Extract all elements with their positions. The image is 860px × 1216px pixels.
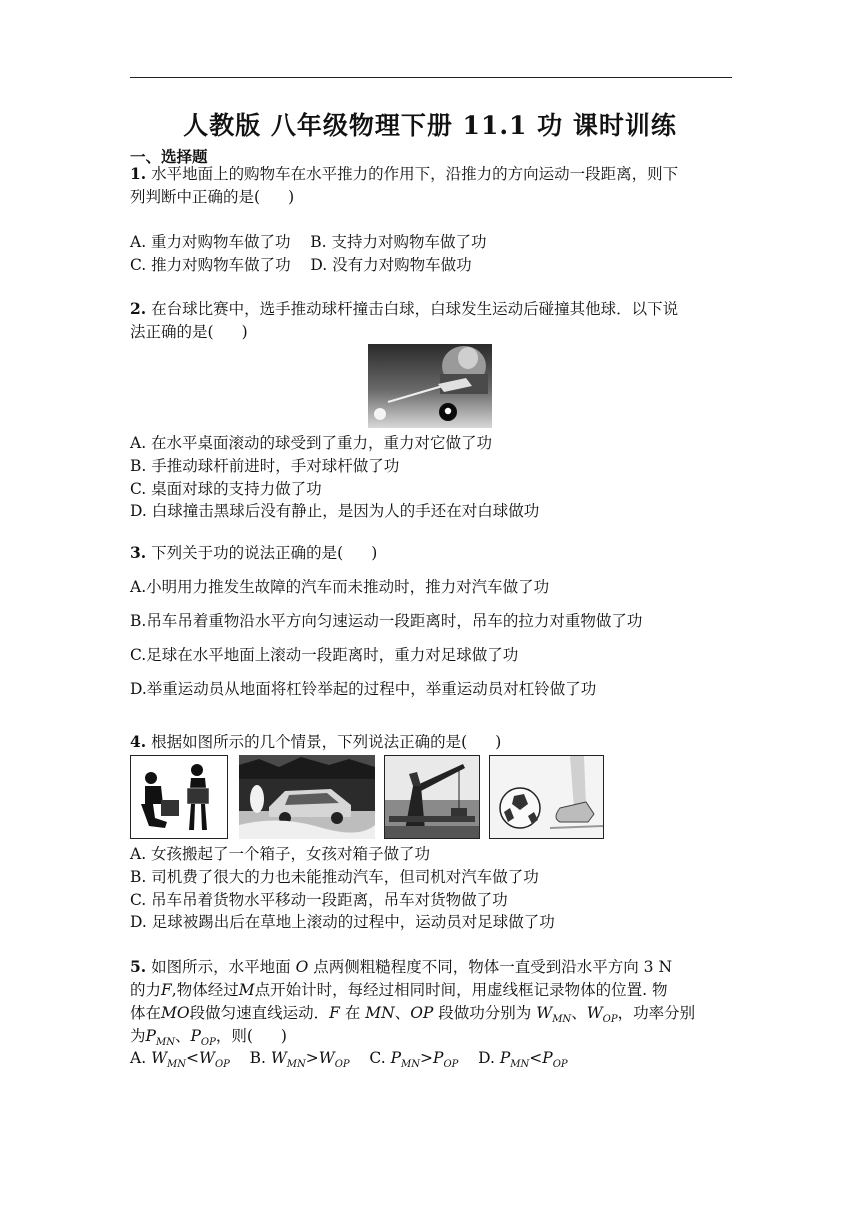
q4-number: 4. <box>130 732 147 751</box>
q3-option-a[interactable]: A.小明用力推发生故障的汽车而未推动时，推力对汽车做了功 <box>130 578 550 596</box>
q5-var-w: W <box>536 1004 553 1022</box>
q5-var-mo: MO <box>161 1004 190 1022</box>
q5-number: 5. <box>130 957 147 976</box>
q5-text: ，则( <box>215 1027 253 1045</box>
q5-stem-line2 <box>130 979 734 1001</box>
q3-option-d[interactable]: D.举重运动员从地面将杠铃举起的过程中，举重运动员对杠铃做了功 <box>130 680 597 698</box>
q5-var-p: P <box>190 1027 201 1045</box>
crane-photo <box>384 755 480 839</box>
q4-option-a[interactable]: A. 女孩搬起了一个箱子，女孩对箱子做了功 <box>130 845 431 863</box>
q5-var-f: F <box>161 981 172 999</box>
q2-option-a-line <box>130 432 734 454</box>
q2-option-c[interactable]: C. 桌面对球的支持力做了功 <box>130 480 322 498</box>
kicking-ball-photo <box>489 755 604 839</box>
q5-text: 段做功分别为 <box>438 1004 532 1022</box>
q5-text: 、 <box>174 1027 191 1045</box>
q1-option-d[interactable]: D. 没有力对购物车做功 <box>310 256 472 274</box>
q1-close-paren: ) <box>288 188 295 206</box>
billiards-photo <box>368 344 492 428</box>
q3-stem-line1 <box>130 542 734 564</box>
q1-option-c[interactable]: C. 推力对购物车做了功 <box>130 256 291 274</box>
q1-options-row1 <box>130 231 734 253</box>
q4-option-c[interactable]: C. 吊车吊着货物水平移动一段距离，吊车对货物做了功 <box>130 891 508 909</box>
q3-option-b[interactable]: B.吊车吊着重物沿水平方向匀速运动一段距离时，吊车的拉力对重物做了功 <box>130 612 643 630</box>
q1-option-a[interactable]: A. 重力对购物车做了功 <box>130 233 291 251</box>
q5-text: 点开始计时，每经过相同时间，用虚线框记录物体的位置. 物 <box>254 981 668 999</box>
q4-option-b[interactable]: B. 司机费了很大的力也未能推动汽车，但司机对汽车做了功 <box>130 868 539 886</box>
q1-stem-line2 <box>130 186 734 208</box>
q1-stem-line1 <box>130 163 734 185</box>
q5-sub-op: OP <box>200 1037 216 1049</box>
q5-stem-line1 <box>130 956 734 978</box>
pushing-car-photo <box>239 755 375 839</box>
q3-option-d-line <box>130 678 734 700</box>
q3-close-paren: ) <box>371 544 378 562</box>
q2-stem-line2 <box>130 321 734 343</box>
q3-option-c[interactable]: C.足球在水平地面上滚动一段距离时，重力对足球做了功 <box>130 646 519 664</box>
q5-close-paren: ) <box>280 1027 287 1045</box>
q5-sub-mn: MN <box>552 1014 572 1026</box>
q5-var-op: OP <box>410 1004 434 1022</box>
q2-option-d-line <box>130 500 734 522</box>
q2-option-c-line <box>130 478 734 500</box>
q5-var-w: W <box>586 1004 603 1022</box>
q4-close-paren: ) <box>495 733 502 751</box>
q4-option-d-line <box>130 911 734 933</box>
header-rule <box>130 77 732 78</box>
q5-option-a[interactable]: A. $W_{MN}<W_{OP}$ <box>130 1049 230 1071</box>
q5-text: 体在 <box>130 1004 162 1022</box>
q5-option-d[interactable]: D. $P_{MN}<P_{OP}$ <box>478 1049 568 1071</box>
q5-text: 如图所示，水平地面 <box>151 958 291 976</box>
q3-number: 3. <box>130 543 147 562</box>
q1-stem-text1: 水平地面上的购物车在水平推力的作用下，沿推力的方向运动一段距离，则下 <box>151 165 679 183</box>
q5-text: 的力 <box>130 981 162 999</box>
q5-var-o: O <box>295 958 309 976</box>
q5-text: 在 <box>344 1004 361 1022</box>
q4-stem-text1: 根据如图所示的几个情景，下列说法正确的是( <box>151 733 468 751</box>
q5-option-b[interactable]: B. $W_{MN}>W_{OP}$ <box>249 1049 350 1071</box>
q4-option-c-line <box>130 889 734 911</box>
q5-text: ，功率分别 <box>617 1004 696 1022</box>
q2-stem-line1 <box>130 298 734 320</box>
q2-stem-text1: 在台球比赛中，选手推动球杆撞击白球，白球发生运动后碰撞其他球．以下说 <box>151 300 679 318</box>
q5-text: 为 <box>130 1027 146 1045</box>
q5-option-c[interactable]: C. $P_{MN}>P_{OP}$ <box>369 1049 459 1071</box>
q5-var-p: P <box>145 1027 156 1045</box>
q5-var-f: F <box>329 1004 340 1022</box>
q5-sub-mn: MN <box>155 1037 175 1049</box>
q1-stem-text2: 列判断中正确的是( <box>130 188 261 206</box>
q3-stem-text1: 下列关于功的说法正确的是( <box>151 544 344 562</box>
page-title: 人教版 八年级物理下册 11.1 功 课时训练 <box>183 111 677 140</box>
q4-option-b-line <box>130 866 734 888</box>
q4-option-a-line <box>130 843 734 865</box>
q3-option-a-line <box>130 576 734 598</box>
q2-option-b[interactable]: B. 手推动球杆前进时，手对球杆做了功 <box>130 457 400 475</box>
q5-text: 、 <box>571 1004 587 1022</box>
q4-stem-line1 <box>130 731 734 753</box>
q3-option-b-line <box>130 610 734 632</box>
section-heading: 一、选择题 <box>130 147 208 166</box>
q4-option-d[interactable]: D. 足球被踢出后在草地上滚动的过程中，运动员对足球做了功 <box>130 913 555 931</box>
q5-text: 点两侧粗糙程度不同，物体一直受到沿水平方向 3 N <box>313 958 673 976</box>
q2-option-a[interactable]: A. 在水平桌面滚动的球受到了重力，重力对它做了功 <box>130 434 493 452</box>
q5-var-m: M <box>238 981 255 999</box>
q5-options-row <box>130 1047 734 1076</box>
q1-option-b[interactable]: B. 支持力对购物车做了功 <box>310 233 487 251</box>
q5-text: 段做匀速直线运动． <box>189 1004 330 1022</box>
q5-var-mn: MN <box>365 1004 395 1022</box>
q2-option-b-line <box>130 455 734 477</box>
q2-stem-text2: 法正确的是( <box>130 323 214 341</box>
q3-option-c-line <box>130 644 734 666</box>
q1-options-row2 <box>130 254 734 276</box>
q1-number: 1. <box>130 164 147 183</box>
q5-sub-op: OP <box>602 1014 618 1026</box>
q5-text: 、 <box>394 1004 411 1022</box>
q2-close-paren: ) <box>241 323 248 341</box>
girl-lifting-box-photo <box>130 755 228 839</box>
q2-option-d[interactable]: D. 白球撞击黑球后没有静止，是因为人的手还在对白球做功 <box>130 502 540 520</box>
q2-number: 2. <box>130 299 147 318</box>
q5-text: ,物体经过 <box>171 981 239 999</box>
